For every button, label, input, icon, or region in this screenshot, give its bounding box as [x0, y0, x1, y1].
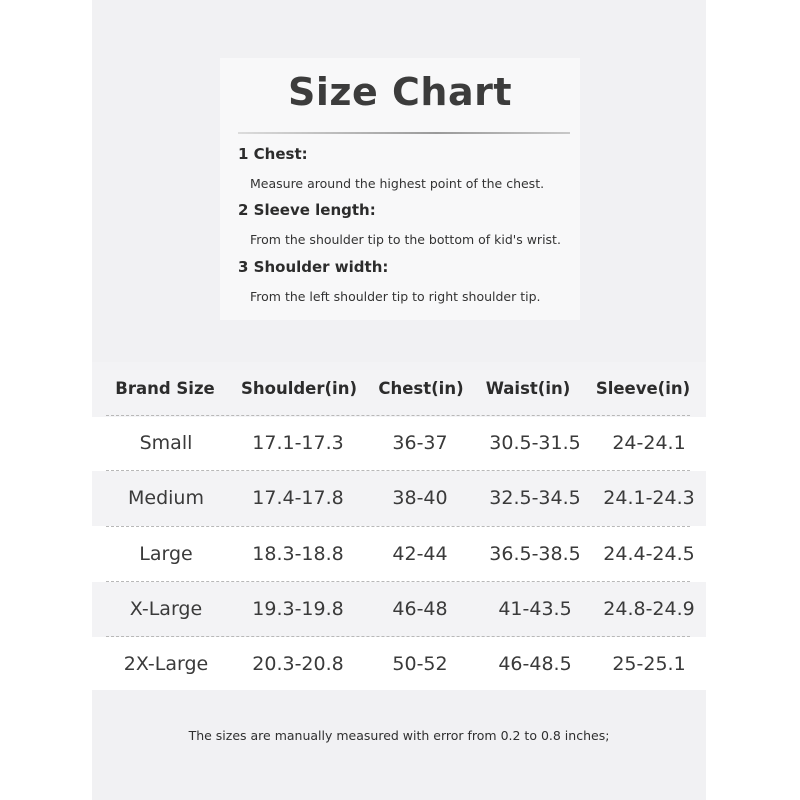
measurement-error-note: The sizes are manually measured with error from 0.2 to 0.8 inches;: [188, 728, 610, 743]
cell-waist: 30.5-31.5: [489, 432, 581, 454]
cell-chest: 36-37: [392, 432, 448, 454]
header-shoulder: Shoulder(in): [241, 379, 357, 398]
table-row: [92, 416, 706, 471]
cell-sleeve: 24-24.1: [612, 432, 686, 454]
cell-sleeve: 24.4-24.5: [603, 543, 695, 565]
header-brand-size: Brand Size: [115, 379, 215, 398]
cell-sleeve: 24.8-24.9: [603, 598, 695, 620]
header-sleeve: Sleeve(in): [595, 379, 691, 398]
cell-brand-size: Small: [139, 432, 193, 454]
cell-brand-size: Large: [139, 543, 193, 565]
guide-item-sleeve-description: From the shoulder tip to the bottom of kid's wrist.: [250, 232, 561, 247]
header-chest: Chest(in): [378, 379, 464, 398]
table-row: [92, 471, 706, 526]
table-row: [92, 582, 706, 637]
cell-chest: 42-44: [392, 543, 448, 565]
cell-waist: 36.5-38.5: [489, 543, 581, 565]
page-title: Size Chart: [287, 70, 512, 114]
cell-chest: 50-52: [392, 653, 448, 675]
cell-shoulder: 17.4-17.8: [252, 487, 344, 509]
cell-waist: 41-43.5: [498, 598, 572, 620]
table-header-row: [92, 362, 706, 417]
cell-waist: 46-48.5: [498, 653, 572, 675]
cell-brand-size: 2X-Large: [123, 653, 209, 675]
cell-sleeve: 25-25.1: [612, 653, 686, 675]
cell-shoulder: 19.3-19.8: [252, 598, 344, 620]
cell-chest: 46-48: [392, 598, 448, 620]
table-row: [92, 637, 706, 690]
guide-item-chest-description: Measure around the highest point of the chest.: [250, 176, 545, 191]
cell-sleeve: 24.1-24.3: [603, 487, 695, 509]
guide-item-shoulder-description: From the left shoulder tip to right shoulder tip.: [250, 289, 541, 304]
table-row: [92, 527, 706, 582]
cell-chest: 38-40: [392, 487, 448, 509]
guide-item-sleeve-heading: 2 Sleeve length:: [238, 201, 376, 219]
guide-item-shoulder-heading: 3 Shoulder width:: [238, 258, 389, 276]
cell-brand-size: X-Large: [129, 598, 203, 620]
cell-waist: 32.5-34.5: [489, 487, 581, 509]
cell-shoulder: 20.3-20.8: [252, 653, 344, 675]
title-divider: [238, 132, 570, 134]
size-table: [92, 362, 706, 690]
header-waist: Waist(in): [485, 379, 571, 398]
cell-shoulder: 17.1-17.3: [252, 432, 344, 454]
guide-item-chest-heading: 1 Chest:: [238, 145, 308, 163]
cell-brand-size: Medium: [128, 487, 204, 509]
cell-shoulder: 18.3-18.8: [252, 543, 344, 565]
